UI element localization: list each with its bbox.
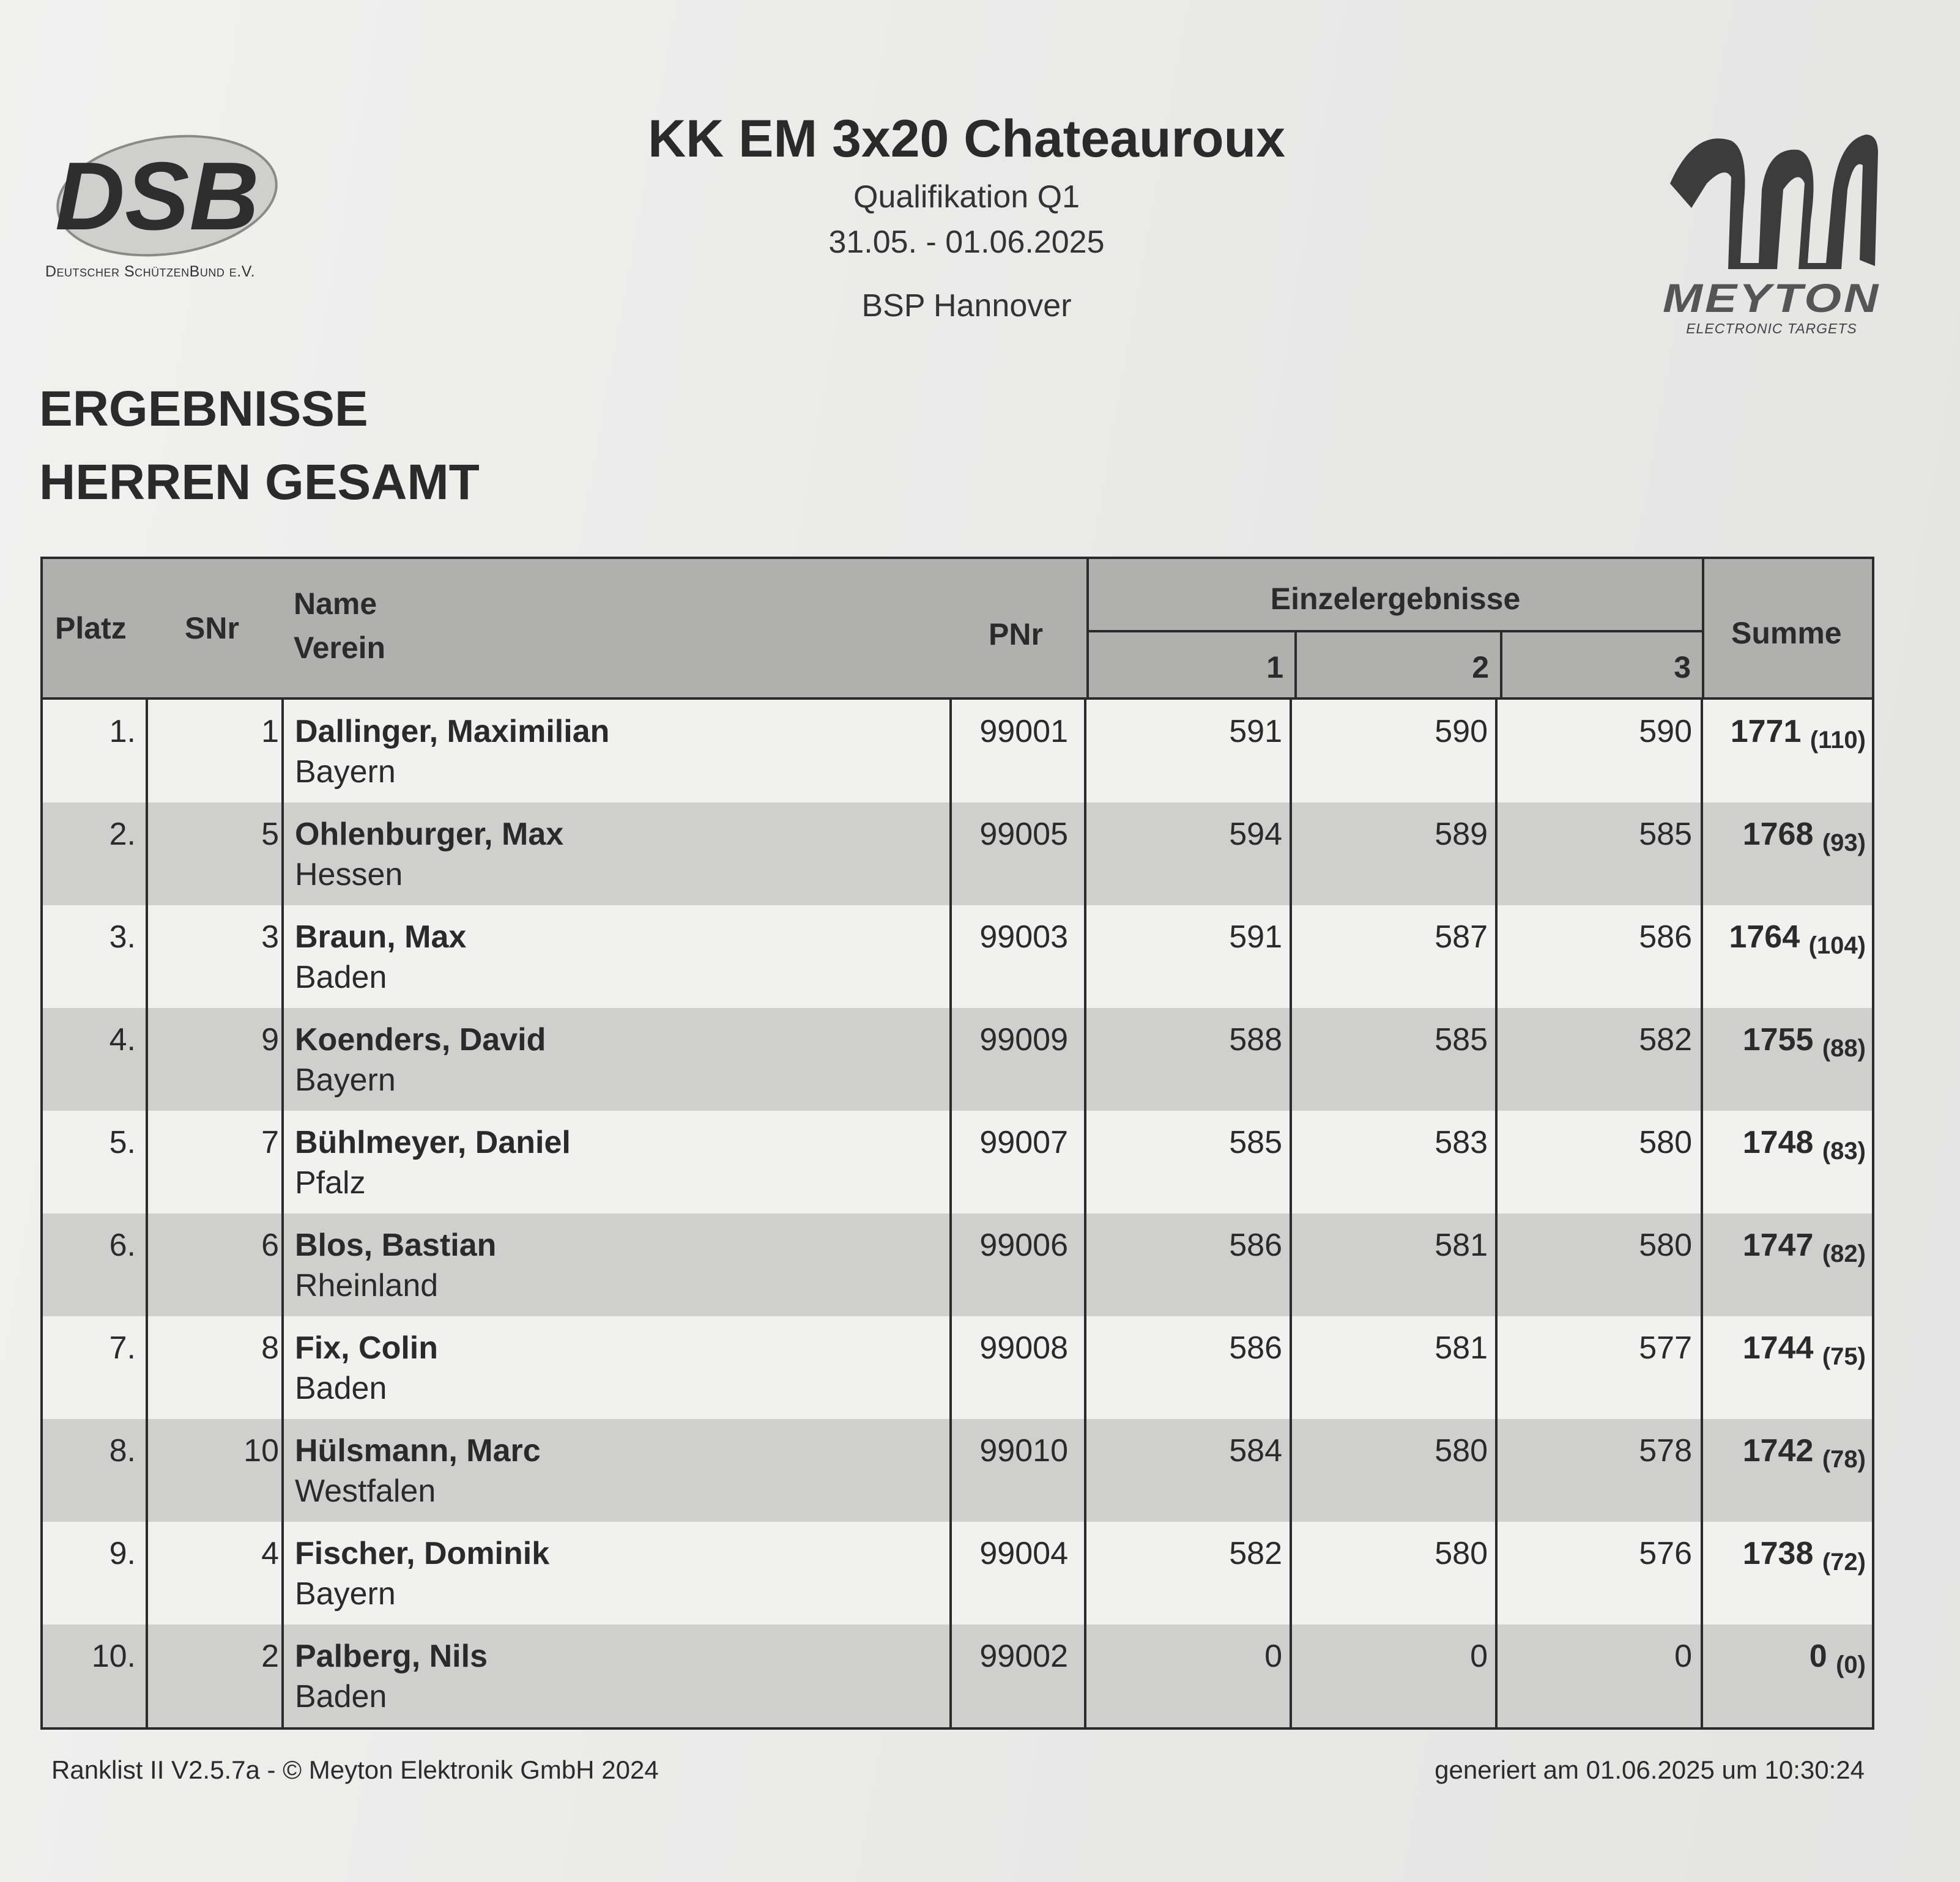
cell-platz: 9. [109,1536,136,1571]
cell-serie-2: 583 [1435,1125,1488,1160]
cell-serie-1: 586 [1229,1228,1282,1263]
cell-serie-2: 0 [1470,1639,1488,1674]
footer-generated: generiert am 01.06.2025 um 10:30:24 [1435,1755,1865,1784]
cell-serie-2: 580 [1435,1536,1488,1571]
cell-verein: Baden [295,1371,387,1406]
cell-name: Hülsmann, Marc [295,1433,541,1469]
cell-pnr: 99006 [979,1228,1068,1263]
summe-value: 1744 [1742,1330,1814,1366]
cell-name: Fix, Colin [295,1330,438,1366]
cell-summe [1707,1535,1866,1576]
cell-platz: 3. [109,919,136,955]
cell-snr: 5 [261,817,279,852]
cell-snr: 3 [261,919,279,955]
table-row [43,700,1872,802]
cell-summe [1707,816,1866,856]
cell-name: Braun, Max [295,919,467,955]
cell-verein: Baden [295,960,387,995]
cell-serie-3: 577 [1639,1330,1692,1366]
table-row [43,1111,1872,1213]
cell-platz: 1. [109,714,136,749]
cell-serie-3: 585 [1639,817,1692,852]
cell-summe [1707,1330,1866,1370]
summe-value: 1771 [1730,714,1802,749]
cell-verein: Bayern [295,1576,396,1612]
cell-verein: Baden [295,1679,387,1714]
cell-snr: 4 [261,1536,279,1571]
summe-innerzehner: (88) [1822,1035,1866,1062]
cell-verein: Rheinland [295,1268,439,1303]
cell-platz: 7. [109,1330,136,1366]
summe-innerzehner: (110) [1810,727,1866,754]
cell-snr: 7 [261,1125,279,1160]
meyton-tagline: ELECTRONIC TARGETS [1686,320,1857,336]
cell-serie-3: 586 [1639,919,1692,955]
summe-innerzehner: (82) [1822,1240,1866,1267]
cell-pnr: 99003 [979,919,1068,955]
cell-pnr: 99004 [979,1536,1068,1571]
cell-platz: 4. [109,1022,136,1058]
cell-name: Bühlmeyer, Daniel [295,1125,571,1160]
summe-innerzehner: (83) [1822,1138,1866,1165]
cell-pnr: 99001 [979,714,1068,749]
cell-verein: Bayern [295,1062,396,1098]
cell-serie-3: 576 [1639,1536,1692,1571]
cell-snr: 10 [243,1433,279,1469]
header-name: Name [294,587,377,621]
dsb-logo-subtext: Deutscher SchützenBund e.V. [45,263,256,280]
cell-serie-2: 581 [1435,1330,1488,1366]
summe-value: 1738 [1742,1536,1814,1571]
summe-value: 1764 [1729,919,1800,955]
cell-summe [1707,1227,1866,1267]
cell-serie-2: 590 [1435,714,1488,749]
cell-name: Palberg, Nils [295,1639,488,1674]
summe-innerzehner: (104) [1808,932,1866,959]
summe-innerzehner: (78) [1822,1446,1866,1473]
table-row [43,1625,1872,1727]
cell-pnr: 99007 [979,1125,1068,1160]
cell-pnr: 99002 [979,1639,1068,1674]
meyton-wordmark: MEYTON [1663,275,1881,321]
cell-verein: Bayern [295,754,396,790]
cell-platz: 6. [109,1228,136,1263]
header-serie-2: 2 [1294,632,1500,697]
table-row [43,1419,1872,1522]
cell-serie-1: 582 [1229,1536,1282,1571]
cell-serie-3: 0 [1674,1639,1692,1674]
cell-serie-3: 590 [1639,714,1692,749]
cell-serie-2: 585 [1435,1022,1488,1058]
section-heading-results: ERGEBNISSE [39,381,368,437]
meyton-logo [1658,116,1884,287]
cell-snr: 8 [261,1330,279,1366]
cell-name: Ohlenburger, Max [295,817,564,852]
section-heading-category: HERREN GESAMT [39,454,480,510]
table-row [43,1522,1872,1625]
summe-value: 1768 [1742,817,1814,852]
cell-serie-3: 578 [1639,1433,1692,1469]
cell-summe [1707,1432,1866,1473]
cell-serie-1: 584 [1229,1433,1282,1469]
event-subtitle: Qualifikation Q1 [853,179,1080,215]
summe-value: 0 [1809,1639,1827,1674]
cell-serie-1: 591 [1229,714,1282,749]
cell-summe [1707,1021,1866,1062]
cell-name: Dallinger, Maximilian [295,714,610,749]
summe-innerzehner: (72) [1822,1549,1866,1576]
svg-text:DSB: DSB [55,143,259,250]
cell-platz: 5. [109,1125,136,1160]
summe-innerzehner: (75) [1822,1343,1866,1370]
cell-pnr: 99010 [979,1433,1068,1469]
cell-summe [1707,1124,1866,1165]
header-einzelergebnisse: Einzelergebnisse [1270,582,1521,616]
cell-serie-2: 589 [1435,817,1488,852]
cell-snr: 9 [261,1022,279,1058]
cell-pnr: 99009 [979,1022,1068,1058]
summe-value: 1755 [1742,1022,1814,1058]
cell-verein: Pfalz [295,1165,366,1201]
cell-serie-1: 0 [1264,1639,1282,1674]
table-header [43,559,1872,700]
cell-serie-1: 585 [1229,1125,1282,1160]
header-platz: Platz [55,611,127,645]
cell-verein: Hessen [295,857,403,892]
table-row [43,1316,1872,1419]
summe-value: 1748 [1742,1125,1814,1160]
cell-verein: Westfalen [295,1473,436,1509]
event-venue: BSP Hannover [861,288,1072,324]
cell-serie-1: 588 [1229,1022,1282,1058]
header-summe: Summe [1731,616,1842,650]
cell-serie-1: 594 [1229,817,1282,852]
header-einzelergebnisse-group [1086,559,1704,697]
header-verein: Verein [294,631,386,665]
summe-innerzehner: (0) [1836,1651,1866,1678]
header-snr: SNr [185,611,239,645]
cell-serie-2: 580 [1435,1433,1488,1469]
summe-value: 1742 [1742,1433,1814,1469]
cell-snr: 6 [261,1228,279,1263]
cell-serie-2: 581 [1435,1228,1488,1263]
table-row [43,905,1872,1008]
cell-summe [1707,919,1866,959]
header-serie-1: 1 [1266,650,1283,684]
table-row [43,802,1872,905]
cell-serie-3: 580 [1639,1228,1692,1263]
cell-name: Koenders, David [295,1022,546,1058]
header-pnr: PNr [989,617,1043,651]
header-serie-3: 3 [1500,632,1702,697]
cell-platz: 10. [91,1639,136,1674]
table-body [43,700,1872,1727]
footer-software: Ranklist II V2.5.7a - © Meyton Elektronik GmbH 2024 [51,1755,659,1784]
cell-serie-3: 580 [1639,1125,1692,1160]
summe-value: 1747 [1742,1228,1814,1263]
cell-serie-1: 586 [1229,1330,1282,1366]
cell-serie-1: 591 [1229,919,1282,955]
event-title: KK EM 3x20 Chateauroux [648,109,1285,168]
cell-summe [1707,713,1866,754]
cell-snr: 2 [261,1639,279,1674]
cell-pnr: 99005 [979,817,1068,852]
table-row [43,1008,1872,1111]
results-table [40,557,1874,1730]
event-date: 31.05. - 01.06.2025 [828,224,1105,260]
cell-serie-2: 587 [1435,919,1488,955]
cell-name: Blos, Bastian [295,1228,497,1263]
cell-serie-3: 582 [1639,1022,1692,1058]
cell-platz: 2. [109,817,136,852]
cell-snr: 1 [261,714,279,749]
cell-platz: 8. [109,1433,136,1469]
cell-summe [1707,1638,1866,1678]
summe-innerzehner: (93) [1822,829,1866,856]
table-row [43,1213,1872,1316]
cell-pnr: 99008 [979,1330,1068,1366]
cell-name: Fischer, Dominik [295,1536,550,1571]
